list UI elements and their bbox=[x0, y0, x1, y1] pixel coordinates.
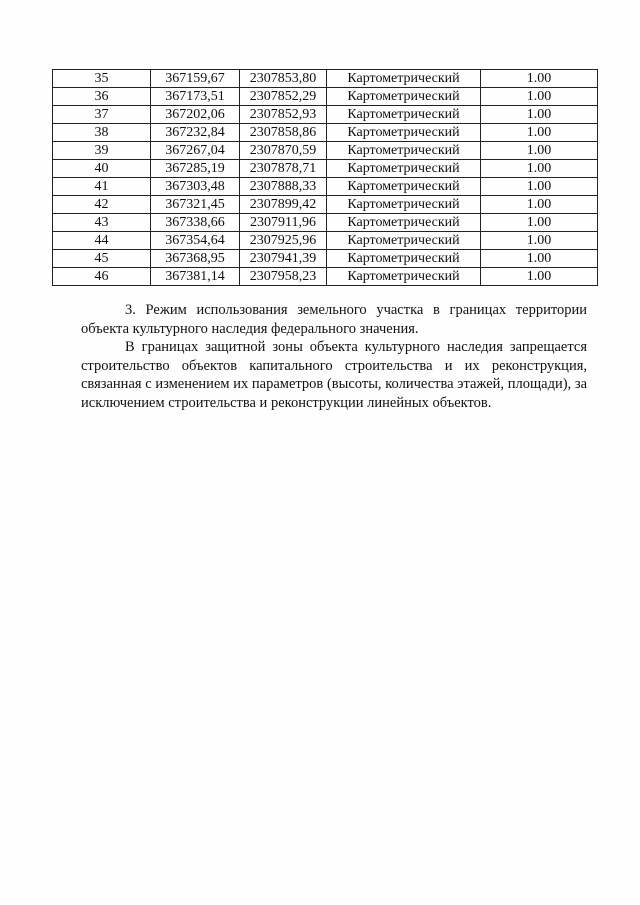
x-coordinate-cell: 367267,04 bbox=[151, 142, 240, 160]
table-row bbox=[53, 250, 598, 268]
y-coordinate-cell: 2307853,80 bbox=[240, 70, 327, 88]
table-row bbox=[53, 88, 598, 106]
method-cell: Картометрический bbox=[327, 214, 481, 232]
y-coordinate-cell: 2307888,33 bbox=[240, 178, 327, 196]
accuracy-cell: 1.00 bbox=[481, 88, 598, 106]
method-cell: Картометрический bbox=[327, 178, 481, 196]
x-coordinate-cell: 367159,67 bbox=[151, 70, 240, 88]
method-cell: Картометрический bbox=[327, 250, 481, 268]
method-cell: Картометрический bbox=[327, 70, 481, 88]
point-number-cell: 46 bbox=[53, 268, 151, 286]
y-coordinate-cell: 2307852,93 bbox=[240, 106, 327, 124]
method-cell: Картометрический bbox=[327, 196, 481, 214]
table-row bbox=[53, 268, 598, 286]
accuracy-cell: 1.00 bbox=[481, 268, 598, 286]
method-cell: Картометрический bbox=[327, 106, 481, 124]
x-coordinate-cell: 367321,45 bbox=[151, 196, 240, 214]
y-coordinate-cell: 2307878,71 bbox=[240, 160, 327, 178]
point-number-cell: 36 bbox=[53, 88, 151, 106]
table-row bbox=[53, 70, 598, 88]
table-row bbox=[53, 160, 598, 178]
method-cell: Картометрический bbox=[327, 142, 481, 160]
method-cell: Картометрический bbox=[327, 268, 481, 286]
paragraph-land-use-regime: 3. Режим использования земельного участка в границах территории объекта культурного наследия федерального значения. bbox=[81, 302, 587, 337]
x-coordinate-cell: 367232,84 bbox=[151, 124, 240, 142]
y-coordinate-cell: 2307925,96 bbox=[240, 232, 327, 250]
accuracy-cell: 1.00 bbox=[481, 250, 598, 268]
table-row bbox=[53, 142, 598, 160]
accuracy-cell: 1.00 bbox=[481, 142, 598, 160]
x-coordinate-cell: 367381,14 bbox=[151, 268, 240, 286]
accuracy-cell: 1.00 bbox=[481, 106, 598, 124]
accuracy-cell: 1.00 bbox=[481, 124, 598, 142]
point-number-cell: 39 bbox=[53, 142, 151, 160]
y-coordinate-cell: 2307852,29 bbox=[240, 88, 327, 106]
point-number-cell: 37 bbox=[53, 106, 151, 124]
paragraph-protection-zone: В границах защитной зоны объекта культурного наследия запрещается строительство объектов капитального строительства и их реконструкция, связанная с изменением их параметров (высоты, количества этажей, площади), за исключением строительства и реконструкции линейных объектов. bbox=[81, 339, 587, 411]
y-coordinate-cell: 2307941,39 bbox=[240, 250, 327, 268]
table-row bbox=[53, 232, 598, 250]
table-row bbox=[53, 196, 598, 214]
x-coordinate-cell: 367354,64 bbox=[151, 232, 240, 250]
point-number-cell: 38 bbox=[53, 124, 151, 142]
accuracy-cell: 1.00 bbox=[481, 214, 598, 232]
y-coordinate-cell: 2307911,96 bbox=[240, 214, 327, 232]
y-coordinate-cell: 2307958,23 bbox=[240, 268, 327, 286]
x-coordinate-cell: 367338,66 bbox=[151, 214, 240, 232]
table-row bbox=[53, 178, 598, 196]
x-coordinate-cell: 367285,19 bbox=[151, 160, 240, 178]
method-cell: Картометрический bbox=[327, 232, 481, 250]
y-coordinate-cell: 2307899,42 bbox=[240, 196, 327, 214]
table-row bbox=[53, 106, 598, 124]
body-text bbox=[81, 301, 587, 412]
x-coordinate-cell: 367202,06 bbox=[151, 106, 240, 124]
accuracy-cell: 1.00 bbox=[481, 70, 598, 88]
point-number-cell: 45 bbox=[53, 250, 151, 268]
point-number-cell: 43 bbox=[53, 214, 151, 232]
x-coordinate-cell: 367303,48 bbox=[151, 178, 240, 196]
point-number-cell: 42 bbox=[53, 196, 151, 214]
point-number-cell: 44 bbox=[53, 232, 151, 250]
x-coordinate-cell: 367173,51 bbox=[151, 88, 240, 106]
accuracy-cell: 1.00 bbox=[481, 160, 598, 178]
table-row bbox=[53, 214, 598, 232]
method-cell: Картометрический bbox=[327, 88, 481, 106]
method-cell: Картометрический bbox=[327, 124, 481, 142]
table-row bbox=[53, 124, 598, 142]
accuracy-cell: 1.00 bbox=[481, 178, 598, 196]
y-coordinate-cell: 2307858,86 bbox=[240, 124, 327, 142]
coordinates-table bbox=[52, 69, 598, 286]
accuracy-cell: 1.00 bbox=[481, 232, 598, 250]
coordinates-table-body bbox=[53, 70, 598, 286]
x-coordinate-cell: 367368,95 bbox=[151, 250, 240, 268]
y-coordinate-cell: 2307870,59 bbox=[240, 142, 327, 160]
accuracy-cell: 1.00 bbox=[481, 196, 598, 214]
point-number-cell: 35 bbox=[53, 70, 151, 88]
point-number-cell: 40 bbox=[53, 160, 151, 178]
point-number-cell: 41 bbox=[53, 178, 151, 196]
method-cell: Картометрический bbox=[327, 160, 481, 178]
